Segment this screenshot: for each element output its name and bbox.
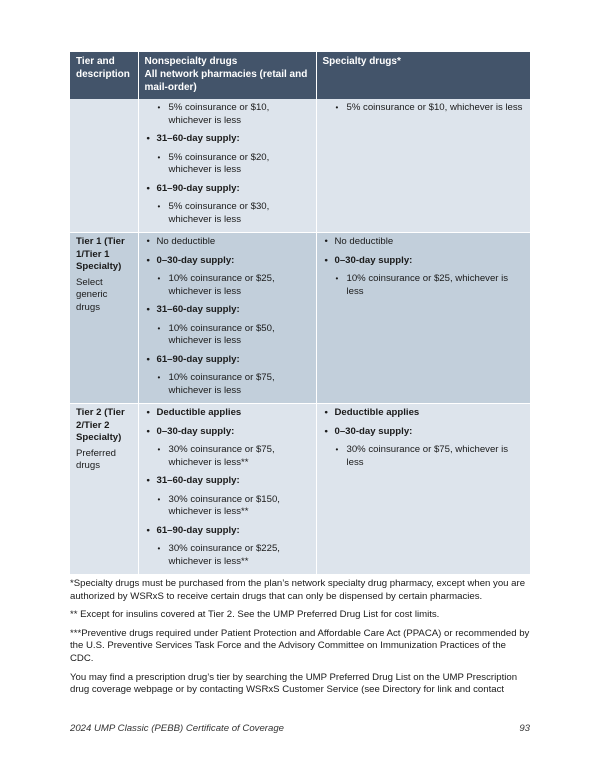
document-title: 2024 UMP Classic (PEBB) Certificate of Coverage	[70, 723, 284, 734]
list-item: • Deductible applies	[145, 407, 310, 420]
nonspecialty-cell	[138, 233, 316, 404]
list-item: • 10% coinsurance or $25, whichever is less	[323, 273, 525, 298]
page-number: 93	[519, 723, 530, 734]
list-item: • 30% coinsurance or $225, whichever is less**	[145, 543, 310, 568]
list-item: • 0–30-day supply:	[323, 255, 525, 268]
table-row-tier1	[70, 233, 530, 404]
header-tier: Tier and description	[70, 52, 138, 99]
header-nonspecialty: Nonspecialty drugs All network pharmacies (retail and mail-order)	[138, 52, 316, 99]
list-item: • 31–60-day supply:	[145, 475, 310, 488]
list-item: • 10% coinsurance or $75, whichever is less	[145, 372, 310, 397]
list-item: • 10% coinsurance or $50, whichever is less	[145, 323, 310, 348]
list-item: • 30% coinsurance or $75, whichever is less**	[145, 444, 310, 469]
specialty-cell	[316, 233, 530, 404]
list-item: • 0–30-day supply:	[323, 426, 525, 439]
list-item: • 5% coinsurance or $30, whichever is less	[145, 201, 310, 226]
tier-lookup-paragraph: You may find a prescription drug’s tier by searching the UMP Preferred Drug List on the UMP Prescription drug coverage webpage or by contacting WSRxS Customer Service (see Directory for link and contact	[70, 671, 518, 696]
specialty-cell	[316, 404, 530, 575]
list-item: • 5% coinsurance or $20, whichever is less	[145, 152, 310, 177]
tier-cell	[70, 99, 138, 233]
tier-cell	[70, 404, 138, 575]
header-specialty: Specialty drugs*	[316, 52, 530, 99]
list-item: • 31–60-day supply:	[145, 133, 310, 146]
page-footer	[70, 723, 530, 734]
list-item: • 31–60-day supply:	[145, 304, 310, 317]
list-item: • 10% coinsurance or $25, whichever is less	[145, 273, 310, 298]
footnote-preventive: ***Preventive drugs required under Patient Protection and Affordable Care Act (PPACA) or recommended by the U.S. Preventive Services Task Force and the Advisory Committee on Immunization Practices of the CDC.	[70, 627, 530, 664]
list-item: • 0–30-day supply:	[145, 255, 310, 268]
nonspecialty-cell	[138, 404, 316, 575]
footnote-insulin: ** Except for insulins covered at Tier 2. See the UMP Preferred Drug List for cost limits.	[70, 609, 440, 621]
list-item: • Deductible applies	[323, 407, 525, 420]
list-item: • 5% coinsurance or $10, whichever is less	[145, 102, 310, 127]
tier-description: Preferred drugs	[76, 447, 116, 471]
tier-name: Tier 1 (Tier 1/Tier 1 Specialty)	[76, 236, 125, 272]
list-item: • 61–90-day supply:	[145, 525, 310, 538]
list-item: • 30% coinsurance or $150, whichever is less**	[145, 494, 310, 519]
table-header-row	[70, 52, 530, 99]
tier-description: Select generic drugs	[76, 276, 108, 313]
list-item: • 0–30-day supply:	[145, 426, 310, 439]
list-item: • 61–90-day supply:	[145, 354, 310, 367]
list-item: • No deductible	[145, 236, 310, 249]
footnotes	[70, 578, 530, 703]
specialty-cell	[316, 99, 530, 233]
list-item: • 5% coinsurance or $10, whichever is less	[323, 102, 525, 115]
footnote-specialty: *Specialty drugs must be purchased from the plan’s network specialty drug pharmacy, except when you are authorized by WSRxS to receive certain drugs that can only be dispensed by certain pharmacies.	[70, 578, 526, 602]
nonspecialty-cell	[138, 99, 316, 233]
tier-cell	[70, 233, 138, 404]
list-item: • No deductible	[323, 236, 525, 249]
tier-name: Tier 2 (Tier 2/Tier 2 Specialty)	[76, 407, 125, 443]
table-row-tier2	[70, 404, 530, 575]
list-item: • 61–90-day supply:	[145, 183, 310, 196]
table-row-continued	[70, 99, 530, 233]
list-item: • 30% coinsurance or $75, whichever is less	[323, 444, 525, 469]
drug-tier-table	[70, 52, 530, 574]
